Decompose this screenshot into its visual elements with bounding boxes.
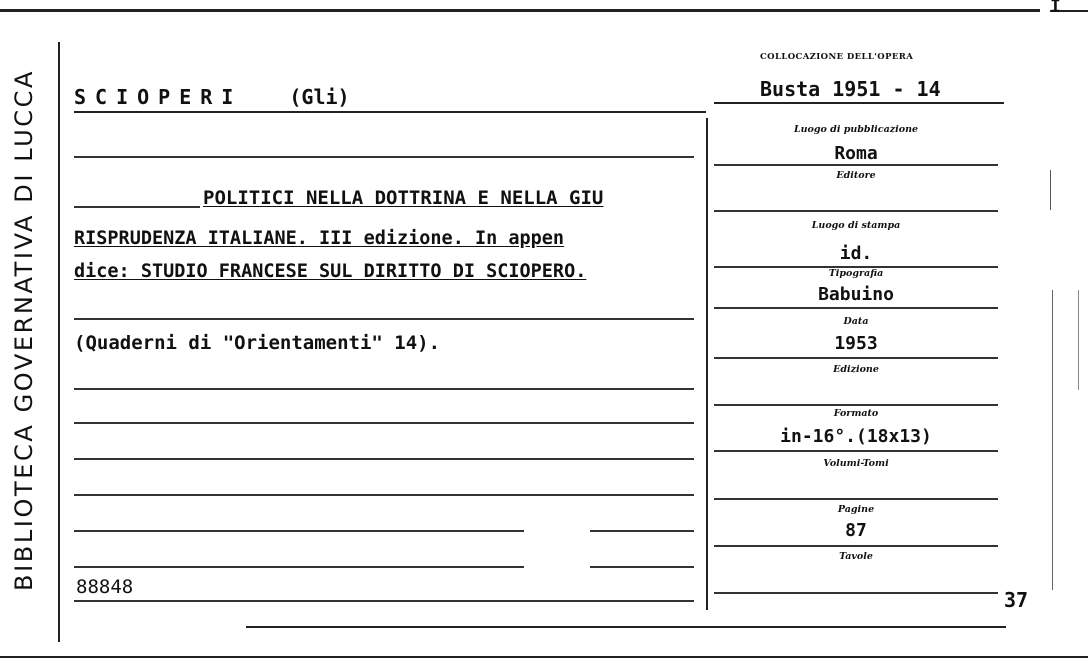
rule-line	[74, 566, 524, 568]
bottom-border-line	[0, 656, 1088, 658]
field-line	[714, 404, 998, 406]
field-line	[714, 357, 998, 359]
rule-line	[74, 422, 694, 424]
rule-line	[590, 530, 694, 532]
field-label-print-place: Luogo di stampa	[811, 220, 901, 231]
field-label-date: Data	[843, 316, 869, 327]
title-lead-line	[74, 206, 200, 208]
field-value-pages: 87	[845, 520, 867, 541]
field-label-format: Formato	[833, 408, 879, 419]
field-label-place: Luogo di pubblicazione	[793, 124, 919, 135]
rule-line	[74, 156, 694, 158]
field-value-date: 1953	[834, 333, 878, 354]
rule-line	[74, 388, 694, 390]
heading-article: (Gli)	[289, 85, 350, 109]
right-edge-mark	[1052, 290, 1053, 590]
field-label-edition: Edizione	[833, 364, 879, 375]
left-margin-line	[58, 42, 60, 642]
field-label-volumes: Volumi-Tomi	[823, 458, 889, 469]
rule-line	[74, 530, 524, 532]
field-line	[714, 545, 998, 547]
field-label-pages: Pagine	[837, 504, 875, 515]
field-line	[714, 164, 998, 166]
collocation-value: Busta 1951 - 14	[760, 77, 941, 101]
title-line-2: RISPRUDENZA ITALIANE. III edizione. In appen	[74, 228, 565, 249]
rule-line	[74, 318, 694, 320]
right-edge-mark	[1078, 290, 1079, 390]
field-line	[714, 307, 998, 309]
title-line-3: dice: STUDIO FRANCESE SUL DIRITTO DI SCIOPERO.	[74, 261, 587, 282]
library-name-vertical	[6, 40, 42, 620]
right-column-divider	[706, 118, 708, 610]
collocation-underline	[714, 102, 1004, 104]
collocation-label: COLLOCAZIONE DELL'OPERA	[760, 52, 914, 62]
field-label-printer: Tipografia	[828, 268, 884, 279]
right-edge-mark	[1050, 170, 1051, 210]
bottom-line	[246, 626, 1006, 628]
heading-word: SCIOPERI	[74, 85, 243, 109]
field-label-publisher: Editore	[836, 170, 876, 181]
title-line-1: POLITICI NELLA DOTTRINA E NELLA GIU	[203, 187, 604, 209]
field-line	[714, 498, 998, 500]
library-name: BIBLIOTECA GOVERNATIVA DI LUCCA	[10, 69, 38, 591]
corner-mark: 37	[1004, 588, 1029, 612]
heading	[74, 85, 350, 109]
inventory-number: 88848	[76, 576, 134, 598]
rule-line	[74, 458, 694, 460]
field-line	[714, 210, 998, 212]
rule-line	[590, 566, 694, 568]
series-note: (Quaderni di "Orientamenti" 14).	[74, 332, 441, 354]
field-line	[714, 592, 998, 594]
heading-underline	[74, 111, 706, 113]
field-value-print-place: id.	[839, 243, 873, 264]
inventory-underline	[74, 600, 694, 602]
top-border-line	[0, 9, 1040, 12]
rule-line	[74, 494, 694, 496]
field-value-place: Roma	[834, 143, 878, 164]
field-value-format: in-16°.(18x13)	[780, 426, 932, 447]
top-right-mark: I	[1050, 0, 1061, 17]
field-label-plates: Tavole	[839, 551, 873, 562]
field-line	[714, 450, 998, 452]
field-value-printer: Babuino	[818, 284, 894, 305]
